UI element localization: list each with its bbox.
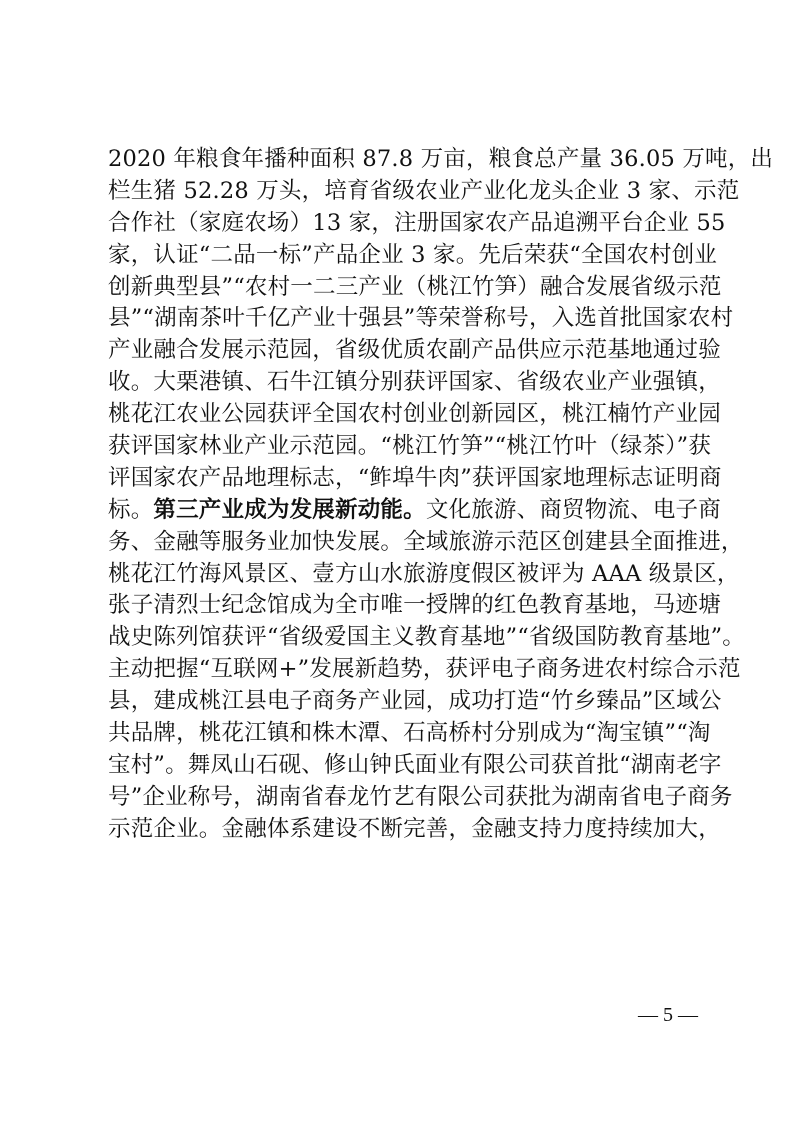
- paragraph-line: 务、金融等服务业加快发展。全域旅游示范区创建县全面推进，: [108, 528, 744, 555]
- section-heading: 第三产业成为发展新动能。: [153, 496, 426, 523]
- line-prefix: 标。: [108, 496, 154, 523]
- paragraph-line: 县，建成桃江县电子商务产业园，成功打造“竹乡臻品”区域公: [108, 688, 722, 715]
- paragraph-line: 合作社（家庭农场）13 家，注册国家农产品追溯平台企业 55: [108, 209, 726, 236]
- paragraph-line: 宝村”。舞凤山石砚、修山钟氏面业有限公司获首批“湖南老字: [108, 751, 722, 778]
- paragraph-line: 2020 年粮食年播种面积 87.8 万亩，粮食总产量 36.05 万吨，出: [108, 146, 774, 172]
- line-suffix: 文化旅游、商贸物流、电子商: [425, 496, 721, 523]
- paragraph-line: 评国家农产品地理标志，“鲊埠牛肉”获评国家地理标志证明商: [108, 464, 722, 491]
- page-number: — 5 —: [638, 1004, 698, 1026]
- paragraph-line: 示范企业。金融体系建设不断完善，金融支持力度持续加大，: [108, 815, 721, 842]
- paragraph-line: 桃花江农业公园获评全国农村创业创新园区，桃江楠竹产业园: [108, 401, 721, 428]
- body-text: [108, 144, 774, 846]
- paragraph-line: 桃花江竹海风景区、壹方山水旅游度假区被评为 AAA 级景区，: [108, 560, 740, 587]
- paragraph-line: 共品牌，桃花江镇和株木潭、石高桥村分别成为“淘宝镇”“淘: [108, 720, 711, 747]
- paragraph-line: 张子清烈士纪念馆成为全市唯一授牌的红色教育基地，马迹塘: [108, 592, 721, 619]
- paragraph-line: 主动把握“互联网+”发展新趋势，获评电子商务进农村综合示范: [108, 656, 741, 683]
- paragraph-line: 产业融合发展示范园，省级优质农副产品供应示范基地通过验: [108, 337, 721, 364]
- paragraph-line: 家，认证“二品一标”产品企业 3 家。先后荣获“全国农村创业: [108, 241, 718, 268]
- paragraph-line: 创新典型县”“农村一二三产业（桃江竹笋）融合发展省级示范: [108, 273, 722, 300]
- paragraph-line: 栏生猪 52.28 万头，培育省级农业产业化龙头企业 3 家、示范: [108, 177, 740, 204]
- paragraph-line: 县”“湖南茶叶千亿产业十强县”等荣誉称号，入选首批国家农村: [108, 305, 734, 332]
- paragraph-line-with-heading: [108, 495, 721, 527]
- paragraph-line: 收。大栗港镇、石牛江镇分别获评国家、省级农业产业强镇，: [108, 369, 721, 396]
- paragraph-line: 号”企业称号，湖南省春龙竹艺有限公司获批为湖南省电子商务: [108, 783, 733, 810]
- paragraph-line: 获评国家林业产业示范园。“桃江竹笋”“桃江竹叶（绿茶）”获: [108, 433, 712, 460]
- paragraph-line: 战史陈列馆获评“省级爱国主义教育基地”“省级国防教育基地”。: [108, 624, 746, 651]
